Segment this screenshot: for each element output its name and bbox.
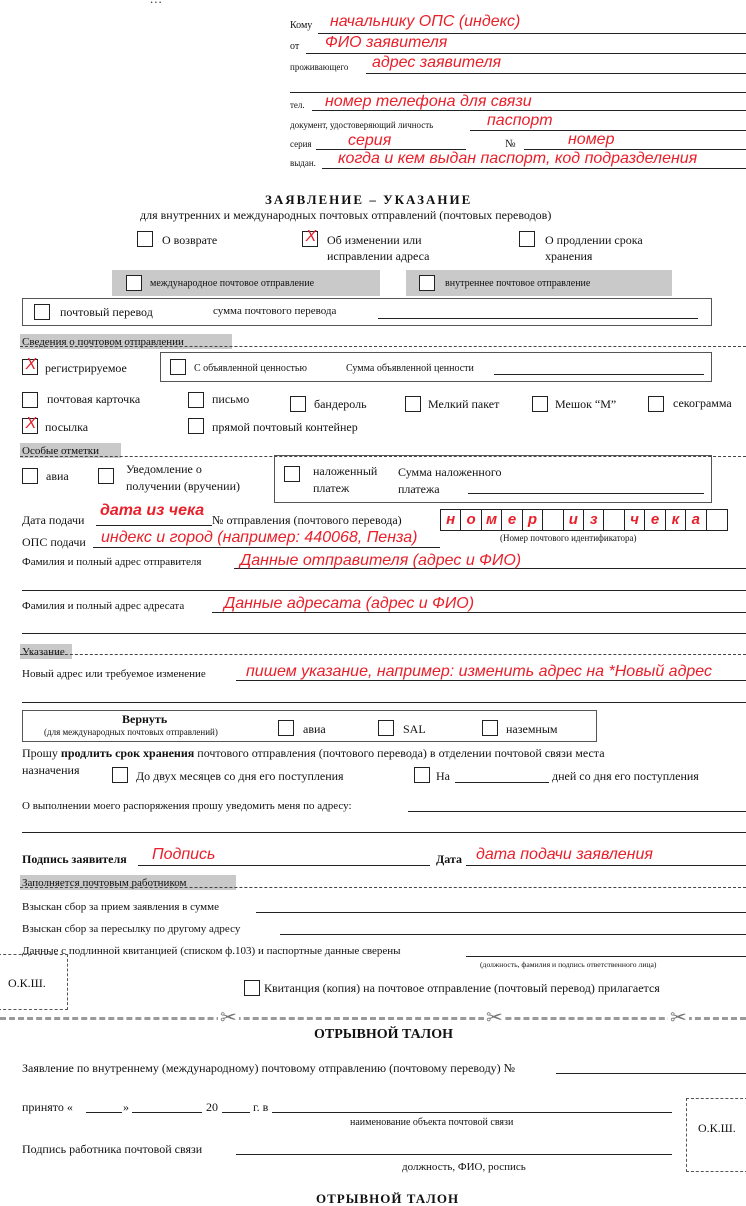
tracking-number-cell[interactable]: к [666, 510, 686, 530]
signature-label: Подпись заявителя [22, 852, 127, 866]
worker-line [236, 1154, 672, 1155]
on-days-line [455, 782, 549, 783]
worker-label: Подпись работника почтовой связи [22, 1142, 203, 1156]
accepted-month-line [132, 1112, 202, 1113]
letter-checkbox[interactable] [188, 392, 204, 408]
return-caption: (для международных почтовых отправлений) [44, 727, 218, 737]
international-label: международное почтовое отправление [150, 278, 315, 289]
signature-date-label: Дата [436, 852, 462, 866]
verified-line [466, 956, 746, 957]
extend-text-1-bold: продлить срок хранения [60, 746, 195, 760]
parcel-checkbox[interactable] [22, 415, 38, 434]
registered-label: регистрируемое [45, 361, 127, 375]
phone-label: тел. [290, 100, 305, 110]
notify-line [408, 811, 746, 812]
extend-text-2: назначения [22, 763, 80, 777]
tracking-number-cell[interactable]: н [441, 510, 461, 530]
accepted-label: принято « [22, 1100, 73, 1114]
extend-text-1 [22, 747, 605, 759]
phone-value[interactable]: номер телефона для связи [325, 93, 532, 110]
declared-sum-line [494, 374, 704, 375]
parcel-mark: X [25, 415, 37, 432]
change-address-checkbox[interactable] [302, 228, 318, 247]
declared-value-label: С объявленной ценностью [194, 363, 307, 374]
signature-date-line [466, 865, 746, 866]
verified-label: Данные с подлинной квитанцией (списком ф.103) и паспортные данные сверены [22, 945, 401, 957]
series-value[interactable]: серия [348, 132, 392, 149]
form-subtitle: для внутренних и международных почтовых отправлений (почтовых переводов) [140, 208, 552, 222]
issued-line [322, 168, 746, 169]
accepted-year-suffix: г. в [253, 1100, 269, 1114]
shipment-section-label: Сведения о почтовом отправлении [22, 336, 184, 348]
change-address-label-2: исправлении адреса [327, 249, 430, 263]
series-label: серия [290, 139, 312, 149]
return-checkbox[interactable] [137, 231, 153, 247]
receipt-label: Квитанция (копия) на почтовое отправление (почтовый перевод) прилагается [264, 981, 660, 995]
special-section-label: Особые отметки [22, 445, 99, 457]
residing-line [366, 73, 746, 74]
submission-number-label: № отправления (почтового перевода) [212, 513, 402, 527]
office-label: ОПС подачи [22, 535, 86, 549]
addressee-value[interactable]: Данные адресата (адрес и ФИО) [224, 595, 475, 612]
bottom-cut-text: ОТРЫВНОЙ ТАЛОН [316, 1191, 460, 1206]
stamp-label-1: О.К.Ш. [8, 976, 46, 990]
phone-line [312, 110, 746, 111]
tracking-number-cell[interactable] [604, 510, 624, 530]
international-checkbox[interactable] [126, 275, 142, 291]
sender-line-2 [22, 590, 746, 591]
worker-caption: должность, ФИО, роспись [402, 1161, 526, 1173]
on-days-label: На [436, 769, 450, 783]
return-label: О возврате [162, 233, 218, 247]
shipment-section-rule [20, 346, 746, 347]
postal-section-rule [20, 887, 746, 888]
doc-value[interactable]: паспорт [487, 112, 553, 129]
addressee-line-2 [22, 633, 746, 634]
extend-text-1-pre: Прошу [22, 746, 61, 760]
issued-value[interactable]: когда и кем выдан паспорт, код подразделения [338, 150, 698, 167]
tear-off-title: ОТРЫВНОЙ ТАЛОН [314, 1027, 453, 1042]
new-address-line [236, 680, 746, 681]
signature-date-value[interactable]: дата подачи заявления [476, 846, 653, 863]
instruction-section-label: Указание [22, 646, 65, 658]
secogram-checkbox[interactable] [648, 396, 664, 412]
transfer-sum-line [378, 318, 698, 319]
tracking-number-cell[interactable]: м [482, 510, 502, 530]
verified-caption: (должность, фамилия и подпись ответственного лица) [480, 960, 657, 969]
top-cut-text [150, 0, 163, 5]
tracking-number-cell[interactable]: е [502, 510, 522, 530]
scissors-icon-3: ✂ [670, 1005, 687, 1029]
notify-line-2 [22, 832, 746, 833]
new-address-line-2 [22, 702, 746, 703]
transfer-checkbox[interactable] [34, 304, 50, 320]
cod-sum-label-1: Сумма наложенного [398, 465, 502, 479]
accepted-office-caption: наименование объекта почтовой связи [350, 1117, 514, 1128]
bag-m-checkbox[interactable] [532, 396, 548, 412]
registered-mark: X [25, 356, 37, 373]
addressee-line [212, 612, 746, 613]
signature-value[interactable]: Подпись [152, 846, 216, 863]
scissors-icon-1: ✂ [220, 1005, 237, 1029]
accepted-year-label: 20 [206, 1100, 218, 1114]
cod-box [274, 455, 712, 503]
cod-label-2: платеж [313, 481, 350, 495]
small-packet-label: Мелкий пакет [428, 397, 500, 411]
return-sal-label: SAL [403, 722, 426, 736]
avia-checkbox[interactable] [22, 468, 38, 484]
forward-line [280, 934, 746, 935]
extend-storage-checkbox[interactable] [519, 231, 535, 247]
return-avia-label: авиа [303, 722, 326, 736]
return-ground-label: наземным [506, 722, 558, 736]
form-title: ЗАЯВЛЕНИЕ – УКАЗАНИЕ [265, 192, 473, 207]
signature-line [138, 865, 430, 866]
residing-value[interactable]: адрес заявителя [372, 54, 502, 71]
cut-line [0, 1017, 746, 1020]
tracking-number-cell[interactable]: р [523, 510, 543, 530]
number-label: № [505, 138, 516, 150]
extend-storage-label-1: О продлении срока [545, 233, 643, 247]
fee-label: Взыскан сбор за прием заявления в сумме [22, 901, 219, 913]
cod-label-1: наложенный [313, 464, 378, 478]
container-label: прямой почтовый контейнер [212, 420, 358, 434]
days-label: дней со дня его поступления [552, 769, 699, 783]
return-ground-checkbox[interactable] [482, 720, 498, 736]
parcel-label: посылка [45, 420, 89, 434]
notify-label: О выполнении моего распоряжения прошу уведомить меня по адресу: [22, 800, 352, 812]
tear-off-statement-line [556, 1073, 746, 1074]
tracking-number-cell[interactable] [707, 510, 727, 530]
declared-sum-label: Сумма объявленной ценности [346, 363, 474, 374]
return-title: Вернуть [122, 712, 168, 726]
submission-date-value[interactable]: дата из чека [100, 502, 205, 519]
extend-storage-label-2: хранения [545, 249, 593, 263]
domestic-checkbox[interactable] [419, 275, 435, 291]
doc-label: документ, удостоверяющий личность [290, 120, 434, 130]
secogram-label: секограмма [673, 396, 732, 410]
tear-off-statement-label: Заявление по внутреннему (международному) почтовому отправлению (почтовому переводу) № [22, 1061, 516, 1075]
notice-label-2: получении (вручении) [126, 479, 241, 493]
accepted-day-line [86, 1112, 122, 1113]
from-label: от [290, 41, 300, 52]
small-packet-checkbox[interactable] [405, 396, 421, 412]
parcel-post-checkbox[interactable] [290, 396, 306, 412]
stamp-box-2 [686, 1098, 746, 1172]
residing-label: проживающего [290, 62, 349, 72]
letter-label: письмо [212, 392, 250, 406]
addressee-label: Фамилия и полный адрес адресата [22, 600, 185, 612]
parcel-post-label: бандероль [314, 397, 367, 411]
transfer-label: почтовый перевод [60, 305, 153, 319]
change-address-mark: X [305, 228, 317, 245]
return-avia-checkbox[interactable] [278, 720, 294, 736]
accepted-mid: » [123, 1100, 129, 1114]
instruction-section-rule [20, 654, 746, 655]
transfer-sum-label: сумма почтового перевода [213, 305, 337, 317]
new-address-value[interactable]: пишем указание, например: изменить адрес на *Новый адрес [246, 663, 713, 680]
scissors-icon-2: ✂ [486, 1005, 503, 1029]
tracking-number-caption: (Номер почтового идентификатора) [500, 533, 637, 543]
registered-checkbox[interactable] [22, 356, 38, 375]
notice-label-1: Уведомление о [126, 462, 202, 476]
submission-date-line [96, 525, 212, 526]
bag-m-label: Мешок “М” [555, 397, 617, 411]
sender-value[interactable]: Данные отправителя (адрес и ФИО) [240, 552, 522, 569]
container-checkbox[interactable] [188, 418, 204, 434]
to-value[interactable]: начальнику ОПС (индекс) [330, 13, 521, 30]
cod-sum-line [468, 493, 704, 494]
from-value[interactable]: ФИО заявителя [325, 34, 448, 51]
tracking-number-cell[interactable]: з [584, 510, 604, 530]
on-days-checkbox[interactable] [414, 767, 430, 783]
tracking-number-cell[interactable]: о [461, 510, 481, 530]
sender-label: Фамилия и полный адрес отправителя [22, 556, 202, 568]
extend-text-1-post: почтового отправления (почтового перевода) в отделении почтовой связи места [194, 746, 605, 760]
tracking-number-cell[interactable]: а [686, 510, 706, 530]
tracking-number-cell[interactable]: е [645, 510, 665, 530]
return-sal-checkbox[interactable] [378, 720, 394, 736]
cod-sum-label-2: платежа [398, 482, 440, 496]
receipt-checkbox[interactable] [244, 980, 260, 996]
postcard-label: почтовая карточка [47, 392, 141, 406]
submission-date-label: Дата подачи [22, 513, 85, 527]
cod-checkbox[interactable] [284, 466, 300, 482]
tracking-number-cell[interactable]: и [564, 510, 584, 530]
postcard-checkbox[interactable] [22, 392, 38, 408]
change-address-label-1: Об изменении или [327, 233, 422, 247]
new-address-label: Новый адрес или требуемое изменение [22, 668, 206, 680]
two-months-checkbox[interactable] [112, 767, 128, 783]
to-label: Кому [290, 20, 313, 31]
tracking-number-cell[interactable]: ч [625, 510, 645, 530]
notice-checkbox[interactable] [98, 468, 114, 484]
postal-section-label: Заполняется почтовым работником [22, 877, 187, 889]
tracking-number-cells[interactable] [440, 509, 728, 531]
fee-line [256, 912, 746, 913]
stamp-label-2: О.К.Ш. [698, 1121, 736, 1135]
two-months-label: До двух месяцев со дня его поступления [136, 769, 344, 783]
accepted-year-line [222, 1112, 250, 1113]
accepted-office-line [272, 1112, 672, 1113]
tracking-number-cell[interactable] [543, 510, 563, 530]
office-value[interactable]: индекс и город (например: 440068, Пенза) [101, 529, 418, 546]
domestic-label: внутреннее почтовое отправление [445, 278, 591, 289]
declared-value-checkbox[interactable] [170, 359, 186, 375]
issued-label: выдан. [290, 158, 316, 168]
avia-label: авиа [46, 469, 69, 483]
forward-label: Взыскан сбор за пересылку по другому адресу [22, 923, 241, 935]
number-value[interactable]: номер [568, 131, 615, 148]
office-line [93, 547, 440, 548]
